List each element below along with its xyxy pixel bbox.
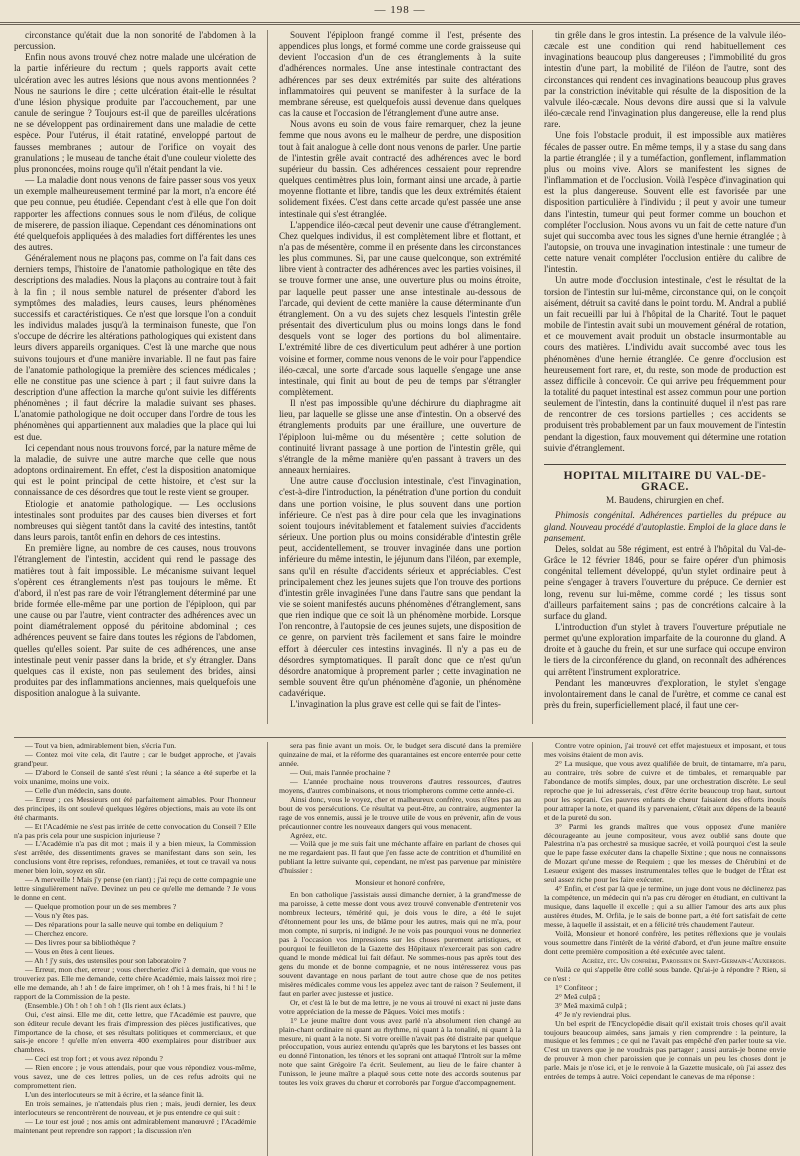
section-heading: HOPITAL MILITAIRE DU VAL-DE-GRACE. <box>544 464 786 493</box>
author-line: M. Baudens, chirurgien en chef. <box>606 495 724 506</box>
main-article-columns <box>14 30 786 724</box>
paragraph: 3° Parmi les grands maîtres que vous opposez d'une manière décourageante au jeune compositeur, vous avez oublié sans doute que Palestrina n'a pas orchestré sa musique sacrée, et voilà pourquoi c'est la seule que le pape fasse exécuter dans la chapelle Sixtine ; que nous ne connaissons de Mozart qu'une messe de Requiem ; que les messes de Chérubini et de Lesueur exigent des masses instrumentales telles que le budget de l'État est seul assez riche pour les faire exécuter. <box>544 821 786 885</box>
paragraph: 4° Je n'y reviendrai plus. <box>555 1009 631 1019</box>
paragraph: — Des livres pour sa bibliothèque ? <box>25 937 136 947</box>
paragraph: — Contez moi vite cela, dit l'autre ; car le budget approche, et j'avais grand'peur. <box>14 749 256 768</box>
paragraph: En bon catholique j'assistais aussi dimanche dernier, à la grand'messe de ma paroisse, à cette messe dont vous avez trouvé convenable d'entretenir vos nombreux lecteurs, témérité qui, je dois vous le dire, a été le sujet d'étonnement pour les uns, de blâme pour les autres, mais qui ne m'a, pour mon compte, ni surpris, ni indigné. Je ne vois pas pourquoi vous ne donneriez pas à l'occasion vos impressions sur les choses purement artistiques, et pourquoi le feuilleton de la Gazette des Hôpitaux n'exercerait pas son cadre quand le monde médical lui fait défaut. Ne sommes-nous pas après tout des gens du monde et de bonne compagnie, et ne nous intéresserez vous pas souvent davantage en nous parlant de tout autre chose que de nos petites misères médicales comme vous les appelez avec tant de raison ? Seulement, il faut en parler avec justesse et justice. <box>279 890 521 998</box>
paragraph: L'un des interlocuteurs se mit à écrire, et la séance finit là. <box>25 1090 204 1100</box>
paragraph: L'appendice iléo-cæcal peut devenir une cause d'étranglement. Chez quelques individus, il est complètement libre et flottant, et n'a pas de mésentère, comme il en présente dans les circonstances les plus communes. Si, par une cause quelconque, son extrémité libre vient à contracter des adhérences avec les parties voisines, il se trouve former une anse, une ouverture plus ou moins étroite, par laquelle peut passer une anse intestinale au-dessous de l'arcade, qui devient de cette manière la cause déterminante d'un étranglement. On a vu des sujets chez lesquels l'intestin grêle présentait des diverticulum plus ou moins longs dans le fond desquels vont se loger des portions du bol alimentaire. L'extrémité libre de ces diverticulum peut adhérer à une portion voisine et former, comme nous venons de le voir pour l'appendice iléo-cæcal, une sorte d'arcade sous laquelle s'engage une anse intestinale, qui finit au bout de peu de temps par s'étrangler complètement. <box>279 219 521 397</box>
paragraph: — Ah ! j'y suis, des ustensiles pour son laboratoire ? <box>25 955 187 965</box>
paragraph: — Oui, mais l'année prochaine ? <box>290 767 391 777</box>
paragraph: 4° Enfin, et c'est par là que je termine, un juge dont vous ne déclinerez pas la compétence, un médecin qui n'a pas cru déroger en étudiant, en cultivant la musique, dans laquelle il excelle ; qui a su allier l'amour des arts aux plus austères études, M. Orfila, je le sais de bonne part, a été fort satisfait de cette messe, à laquelle il assistait, et en a félicité très chaudement l'auteur. <box>544 884 786 930</box>
paragraph: Deles, soldat au 58e régiment, est entré à l'hôpital du Val-de-Grâce le 12 février 1846, pour se faire opérer d'un phimosis congénital tellement développé, qu'un stylet ordinaire peut à peine s'engager à travers l'ouverture du prépuce. Ce dernier est long, revenu sur lui-même, comme cordé ; les tissus sont d'ailleurs parfaitement sains ; pas de concrétions calcaire à la surface du gland. <box>544 543 786 621</box>
feuilleton-columns <box>14 737 786 1156</box>
paragraph: — L'année prochaine nous trouverons d'autres ressources, d'autres moyens, d'autres combinaisons, et nous triompherons comme cette année-ci. <box>279 776 521 795</box>
paragraph: — Le tour est joué ; nos amis ont admirablement manœuvré ; l'Académie maintenant peut reprendre son rapport ; la discussion n'en <box>14 1117 256 1135</box>
paragraph: Une autre cause d'occlusion intestinale, c'est l'invagination, c'est-à-dire l'introduction, la pénétration d'une portion du conduit dans une portion voisine, le plus souvent dans une portion inférieure. Ce n'est pas à dire pour cela que les invaginations soient toujours inévitablement et fatalement suivies d'accidents sérieux. Une portion plus ou moins considérable d'intestin grêle peut, accidentellement, se trouver invaginée dans une portion inférieure du même intestin, le jéjunum dans l'iléon, par exemple, sans qu'il en résulte d'accidents sérieux et appréciables. C'est principalement chez les jeunes sujets que l'on trouve des portions d'intestin grêle invaginées l'une dans l'autre sans que pendant la vie se soient manifestés aucuns phénomènes d'étranglement, sans que rien indique que ce soit là un phénomène morbide. Lorsque l'on rencontre, à l'autopsie de ces jeunes sujets, une disposition de ce genre, on parvient très facilement et sans faire le moindre effort à déerculer ces intestins invaginés. Il n'y a pas eu de désordres symptomatiques. Il paraît donc que ce n'est qu'un désordre anatomique à proprement parler ; cette invagination ne semble souvent être qu'un phénomène d'agonie, un phénomène cadavérique. <box>279 476 521 699</box>
feuilleton-column-3 <box>544 742 786 1156</box>
paragraph: Voilà, Monsieur et honoré confrère, les petites réflexions que je voulais vous soumettre dans l'intérêt de la vérité d'abord, et d'un jeune maître ensuite dont cette première composition a été exécutée avec talent. <box>544 929 786 956</box>
article-column-1 <box>14 30 256 724</box>
paragraph: Généralement nous ne plaçons pas, comme on l'a fait dans ces derniers temps, l'histoire de l'anatomie pathologique en tête des descriptions des maladies. Nous la plaçons au contraire tout à fait à la fin ; il nous semble naturel de présenter d'abord les symptômes des maladies, leurs causes, leurs phénomènes successifs et caractéristiques. Ce n'est que lorsque l'on a conduit les individus malades jusqu'à la terminaison funeste, que l'on s'occupe de décrire les altérations pathologiques qui existent dans leurs divers appareils organiques. C'est là une marche que nous suivons toujours et d'une manière invariable. Il ne faut pas faire de l'anatomie pathologique la première des sciences médicales ; elle ne constitue pas une science à part ; il faut suivre dans la description d'une affection la marche qu'ont suivie les différents phénomènes ; il faut décrire la maladie suivant ses phases. L'anatomie pathologique ne doit occuper dans l'ordre de tous les phénomènes qui appartiennent aux maladies que la place qui lui est due. <box>14 253 256 442</box>
paragraph: — Ceci est trop fort ; et vous avez répondu ? <box>25 1054 163 1064</box>
paragraph: — Cherchez encore. <box>25 929 88 939</box>
paragraph: — La maladie dont nous venons de faire passer sous vos yeux un exemple malheureusement terminé par la mort, n'a encore été que peu connue, peu étudiée. Cependant c'est à elle que l'on doit rapporter les affections connues sous le nom d'iléus, de colique de miserere, de passion iliaque. Cependant ces dénominations ont été quelquefois appliquées à des maladies fort différentes les unes des autres. <box>14 175 256 252</box>
paragraph: — D'abord le Conseil de santé s'est réuni ; la séance a été superbe et la voix unanime, moins une voix. <box>14 767 256 786</box>
paragraph: — Voilà que je me suis fait une méchante affaire en parlant de choses qui ne me regardaient pas. Il faut que j'en fasse acte de contrition et d'humilité en publiant la lettre suivante qui, cependant, ne m'est pas parvenue par ministère d'huissier : <box>279 839 521 876</box>
paragraph: sera pas finie avant un mois. Or, le budget sera discuté dans la première quinzaine de mai, et la réforme des quarantaines est encore enterrée pour cette année. <box>279 742 521 768</box>
paragraph: Contre votre opinion, j'ai trouvé cet effet majestueux et imposant, et tous mes voisins étaient de mon avis. <box>544 742 786 759</box>
paragraph: 3° Meâ maximâ culpâ ; <box>555 1000 627 1010</box>
page-number: — 198 — <box>374 4 426 16</box>
paragraph: Un autre mode d'occlusion intestinale, c'est le résultat de la torsion de l'intestin sur lui-même, circonstance qui, on le conçoit aisément, détruit sa cavité dans le point tordu. M. Andral a publié un fait recueilli par lui à l'hôpital de la Charité. Tout le paquet mobile de l'intestin avait subi un mouvement général de rotation, et ce mouvement avait produit un obstacle insurmontable au cours des matières. L'individu avait succombé avec tous les phénomènes d'une hernie étranglée. Ce genre d'occlusion est heureusement fort rare, et, du reste, son mode de production est assez difficile à concevoir. Ce qui arrive peu fréquemment pour la totalité du paquet intestinal est assez commun pour une portion seulement de l'intestin, dans la continuité duquel il n'est pas rare de rencontrer de ces torsions partielles ; ces accidents se produisent très probablement par un faux mouvement de l'intestin pendant la digestion, faux mouvement qui détermine une rotation suivie d'étranglement. <box>544 275 786 453</box>
paragraph: Une fois l'obstacle produit, il est impossible aux matières fécales de passer outre. En même temps, il y a stase du sang dans la partie étranglée ; il y a tuméfaction, gonflement, inflammation plus ou moins vive. Alors se manifestent les signes de l'inflammation et de l'occlusion. Voilà l'espèce d'invagination qui est la plus dangereuse. Souvent elle est favorisée par une disposition particulière à l'individu ; il peut y avoir une tumeur dans l'intestin, tumeur qui peut former comme un bouchon et compléter l'occlusion. Nous avons vu un fait de cette nature d'un sujet qui succomba avec tous les signes d'une hernie étranglée ; à l'autopsie, on trouva une invagination intestinale : une tumeur de cette nature venait compléter l'occlusion entière du calibre de l'intestin. <box>544 130 786 275</box>
article-column-2 <box>279 30 521 724</box>
paragraph: — Tout va bien, admirablement bien, s'écria l'un. <box>25 742 177 750</box>
paragraph: Ici cependant nous nous trouvons forcé, par la nature même de la maladie, de suivre une autre marche que celle que nous adoptons ordinairement. En effet, c'est la disposition anatomique qui est le point principal de cette histoire, et c'est sur la connaissance de ces désordres que tout le reste vient se grouper. <box>14 442 256 498</box>
paragraph: tin grêle dans le gros intestin. La présence de la valvule iléo-cæcale est une condition qui rend habituellement ces invaginations beaucoup plus dangereuses ; l'immobilité du gros intestin d'une part, la mobilité de l'iléon de l'autre, sont des circonstances qui rendent ces invaginations beaucoup plus graves par la constriction inévitable qui résulte de la disposition de la valvule iléo-cæcale. Nous devons dire aussi que si la valvule iléo-cæcale rend l'invagination plus dangereuse, elle la rend plus rare. <box>544 30 786 130</box>
paragraph: (Ensemble.) Oh ! oh ! oh ! oh ! (Ils rient aux éclats.) <box>25 1000 186 1010</box>
paragraph: — Rien encore ; je vous attendais, pour que vous répondiez vous-même, vous savez, une de ces lettres polies, un de ces refus adroits qui ne compromettent rien. <box>14 1063 256 1091</box>
column-rule <box>267 742 268 1156</box>
case-title: Phimosis congénital. Adhérences partielles du prépuce au gland. Nouveau procédé d'autoplastie. Emploi de la glace dans le pansement. <box>544 510 786 543</box>
paragraph: circonstance qu'était due la non sonorité de l'abdomen à la percussion. <box>14 30 256 52</box>
feuilleton-column-2 <box>279 742 521 1156</box>
paragraph: 2° Meâ culpâ ; <box>555 991 601 1001</box>
feuilleton-column-1 <box>14 742 256 1156</box>
paragraph: Enfin nous avons trouvé chez notre malade une ulcération de la partie inférieure du rectum ; quels rapports avait cette ulcération avec les autres lésions que nous avons mentionnées ? Nous ne saurions le dire ; cette ulcération était-elle le résultat d'une lésion physique produite par l'accouchement, par une canule de seringue ? Toujours est-il que de pareilles ulcérations ne se développent pas ordinairement dans une maladie de cette espèce. Pour l'utérus, il était ratatiné, enveloppé partout de fausses membranes ; autour de l'orifice on voyait des granulations ; le museau de tanche était d'une couleur violette des plus prononcées, moins rouge qu'il n'était pendant la vie. <box>14 52 256 174</box>
column-rule <box>532 30 533 724</box>
paragraph: — A merveille ! Mais j'y pense (en riant) ; j'ai reçu de cette compagnie une lettre singulièrement naïve. Devinez un peu ce qu'elle me demande ? Je vous le donne en cent. <box>14 875 256 903</box>
paragraph: L'introduction d'un stylet à travers l'ouverture préputiale ne permet qu'une exploration imparfaite de la couronne du gland. A droite et à gauche du frein, et sur une surface qui occupe environ le tiers de la circonférence du gland, on reconnaît des adhérences qui arrêtent l'instrument exploratrice. <box>544 621 786 677</box>
paragraph: Oui, c'est ainsi. Elle me dit, cette lettre, que l'Académie est pauvre, que son éditeur recule devant les frais d'impression des pièces justificatives, que l'importance de la chose, et ses résultats politiques et commerciaux, et que sais-je encore ! qu'elle m'en enverra 400 exemplaires pour distribuer aux chambres. <box>14 1009 256 1055</box>
paragraph: Or, et c'est là le but de ma lettre, je ne vous ai trouvé ni exact ni juste dans votre appréciation de la messe de Pâques. Voici mes motifs : <box>279 997 521 1016</box>
paragraph: Un bel esprit de l'Encyclopédie disait qu'il existait trois choses qu'il avait toujours beaucoup aimées, sans jamais y rien comprendre : la peinture, la musique et les femmes ; ce qui ne l'avait pas empêché d'en parler toute sa vie. C'est un travers que je ne voudrais pas partager ; aussi aurais-je bonne envie de prouver à mon cher paroissien que je connais un peu les choses dont je parle. Mais je n'ose ici, et je le renvoie à la Gazette musicale, où j'ai assez des entrées de temps à autre. Voici cependant le canevas de ma réponse : <box>544 1018 786 1082</box>
paragraph: — L'Académie n'a pas dit mot ; mais il y a bien mieux, la Commission s'est arrêtée, des dissentiments graves se manifestant dans son sein, les conclusions vont être reprises, refondues, remaniées, et tout ce travail va nous mener bien loin, soyez en sûr. <box>14 839 256 876</box>
paragraph: — Quelque promotion pour un de ses membres ? <box>25 902 177 912</box>
paragraph: En première ligne, au nombre de ces causes, nous trouvons l'étranglement de l'intestin, accident qui rend le passage des matières tout à fait impossible. Le mécanisme suivant lequel s'opèrent ces étranglements n'est pas toujours le même. Et d'abord, il n'est pas rare de voir l'étranglement déterminé par une bride formée elle-même par une portion de l'épiploon, qui par une cause ou par l'autre, vient contracter des adhérences avec un point diamétralement opposé du péritoine abdominal ; ces adhérences peuvent se faire dans toutes les régions de l'abdomen, quelles qu'elles soient. Par suite de ces adhérences, une anse intestinale peut venir passer dans la bride, et s'y étrangler. Dans quelques cas il existe, non pas seulement des brides, ainsi produites par des inflammations anciennes, mais quelquefois une disposition analogue à la suivante. <box>14 543 256 699</box>
paragraph: — Vous n'y êtes pas. <box>25 911 89 921</box>
paragraph: 1° Confiteor ; <box>555 982 598 992</box>
column-rule <box>532 742 533 1156</box>
paragraph: — Vous en êtes à cent lieues. <box>25 946 115 956</box>
paragraph: 1° Le jeune maître dont vous avez parlé n'a absolument rien changé au plain-chant ordinaire ni quant au rhythme, ni quant à la tonalité, ni quant à la mesure, ni quant à la note. Si votre oreille n'avait pas été distraite par quelque préoccupation, vous auriez entendu qu'après que les barytons et les basses ont eu donné l'intonation, les ténors et les soprani ont attaqué l'Introït sur la même note que saint Grégoire l'a écrit. Seulement, au lieu de le faire chanter à l'unisson, le jeune maître a plaqué sous cette note des accords soutenus par toutes les voix graves du chœur et corroborés par l'orgue d'accompagnement. <box>279 1015 521 1088</box>
paragraph: Ainsi donc, vous le voyez, cher et malheureux confrère, vous n'êtes pas au bout de vos persécutions. Ce résultat va peut-être, au contraire, augmenter la rage de vos ennemis, aussi je le trouve utile de vous en prévenir, afin de vous précautionner contre les nouveaux dangers qui vous menacent. <box>279 794 521 831</box>
paragraph: Nous avons eu soin de vous faire remarquer, chez la jeune femme que nous avons eu le malheur de perdre, une disposition tout à fait analogue à celle dont nous venons de parler. Une partie de l'intestin grêle avait contracté des adhérences avec le bord supérieur du bassin. Ces adhérences cessaient pour reprendre quelques centimètres plus loin, formant ainsi une arcade, à partie moyenne flottante et libre, tandis que les deux extrémités étaient solidement fixées. C'est dans cette arcade qu'est passée une anse intestinale qui s'est étranglée. <box>279 119 521 219</box>
paragraph: Agréez, etc. <box>290 830 327 840</box>
paragraph: Souvent l'épiploon frangé comme il l'est, présente des appendices plus longs, et formé comme une corde graisseuse qui devient l'occasion d'un de ces étranglements à la suite d'adhérences normales. Une anse intestinale contractant des adhérences par ses deux extrémités par suite des altérations inflammatoires qui peuvent se manifester à la surface de la membrane séreuse, est quelquefois aussi devenue dans quelques cas la cause et l'occasion de l'étranglement d'une autre anse. <box>279 30 521 119</box>
salutation: Monsieur et honoré confrère, <box>355 878 445 888</box>
paragraph: — Et l'Académie ne s'est pas irritée de cette convocation du Conseil ? Elle n'a pas pris cela pour une suspicion injurieuse ? <box>14 821 256 840</box>
paragraph: — Celle d'un médecin, sans doute. <box>25 785 132 795</box>
paragraph: Il n'est pas impossible qu'une déchirure du diaphragme ait lieu, par laquelle se glisse une anse d'intestin. On a observé des étranglements produits par une éraillure, une ouverture de l'épiploon lui-même ou du mésentère ; cette solution de continuité livrant passage à une portion de l'intestin grêle, qui s'étrangle de la même manière qu'en passant à travers un des anneaux herniaires. <box>279 398 521 476</box>
paragraph: Etiologie et anatomie pathologique. — Les occlusions intestinales sont produites par des causes bien diverses et fort nombreuses qui siègent tantôt dans la cavité des intestins, tantôt dans leurs parois, tantôt enfin en dehors de ces intestins. <box>14 498 256 543</box>
signature: Agréez, etc. Un confrère, Paroissien de Saint-Germain-l'Auxerrois. <box>581 955 786 965</box>
page-header <box>0 0 800 25</box>
column-rule <box>267 30 268 724</box>
paragraph: Voilà ce qui s'appelle être collé sous bande. Qu'ai-je à répondre ? Rien, si ce n'est : <box>544 964 786 983</box>
paragraph: 2° La musique, que vous avez qualifiée de bruit, de tintamarre, m'a paru, au contraire, très sobre de cuivre et de timbales, et remarquable par l'abondance de motifs simples, doux, par une orchestration discrète. Le seul reproche que je lui adresserais, c'est d'être écrite beaucoup trop haut, surtout pour les soprani. Ces pauvres enfants de chœur faisaient des efforts inouïs pour attraper la note, et quand ils y parvenaient, c'était aux dépens de la beauté et de la pureté du son. <box>544 758 786 822</box>
paragraph: — Erreur, mon cher, erreur ; vous chercheriez d'ici à demain, que vous ne trouveriez pas. Elle me demande, cette chère Académie, mais laissez moi rire ; elle me demande, ah ! ah ! de faire imprimer, oh ! oh ! à mes frais, hi ! hi ! le rapport de la Commission de la peste. <box>14 964 256 1001</box>
paragraph: L'invagination la plus grave est celle qui se fait de l'intes- <box>290 699 501 710</box>
paragraph: En trois semaines, je n'attendais plus rien ; mais, jeudi dernier, les deux interlocuteurs se rencontrèrent de nouveau, et je pus entendre ce qui suit : <box>14 1099 256 1118</box>
paragraph: Pendant les manœuvres d'exploration, le stylet s'engage involontairement dans le canal de l'urètre, et comme ce canal est près du frein, superficiellement placé, il faut une cer- <box>544 677 786 711</box>
paragraph: — Des réparations pour la salle neuve qui tombe en deliquium ? <box>25 920 223 930</box>
article-column-3 <box>544 30 786 724</box>
paragraph: — Erreur ; ces Messieurs ont été parfaitement aimables. Pour l'honneur des principes, ils ont soulevé quelques légères objections, mais au vote ils ont été charmants. <box>14 794 256 822</box>
